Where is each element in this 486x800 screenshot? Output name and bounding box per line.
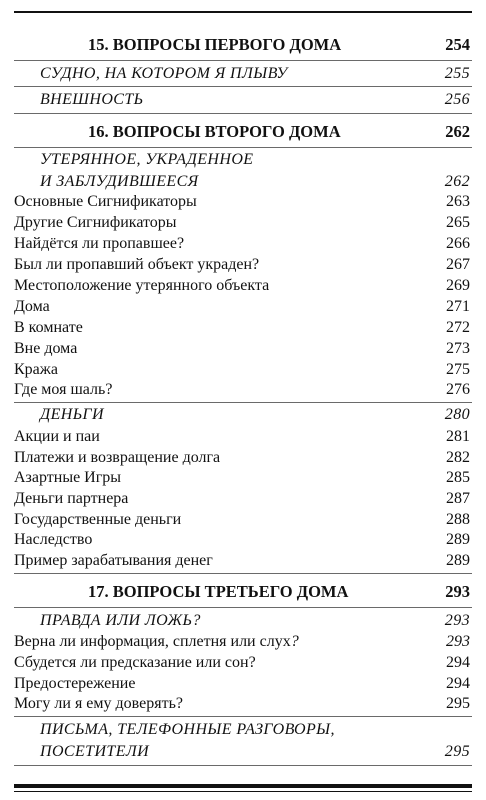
page-number: 271 xyxy=(446,298,470,315)
item-title: Где моя шаль? xyxy=(14,381,113,398)
separator xyxy=(14,573,472,574)
separator xyxy=(14,765,472,766)
item-title: Деньги партнера xyxy=(14,490,129,507)
item-title: Акции и паи xyxy=(14,428,100,445)
item-title: Основные Сигнификаторы xyxy=(14,193,197,210)
page-number: 294 xyxy=(446,654,470,671)
separator xyxy=(14,147,472,148)
page-number: 254 xyxy=(445,35,470,54)
page-number: 289 xyxy=(446,531,470,548)
separator xyxy=(14,607,472,608)
section-title-line2: И ЗАБЛУДИВШЕЕСЯ xyxy=(40,173,199,190)
page-number: 293 xyxy=(444,612,470,629)
separator xyxy=(14,86,472,87)
item-title: Вне дома xyxy=(14,340,78,357)
page-number: 276 xyxy=(446,381,470,398)
item-title: Пример зарабатывания денег xyxy=(14,552,213,569)
section-title-line1: УТЕРЯННОЕ, УКРАДЕННОЕ xyxy=(40,151,254,168)
page-number: 285 xyxy=(446,469,470,486)
page-number: 295 xyxy=(444,743,470,760)
item-title xyxy=(14,632,299,652)
item-title: Государственные деньги xyxy=(14,511,182,528)
page-number: 281 xyxy=(446,428,470,445)
page-number: 275 xyxy=(446,361,470,378)
page-number: 289 xyxy=(446,552,470,569)
question-mark: ? xyxy=(290,633,299,650)
item-title: Сбудется ли предсказание или сон? xyxy=(14,654,256,671)
page-number: 262 xyxy=(445,122,470,141)
item-title: Местоположение утерянного объекта xyxy=(14,277,270,294)
page-number: 255 xyxy=(444,65,470,82)
item-title: Предостережение xyxy=(14,675,136,692)
page-number: 265 xyxy=(446,214,470,231)
table-of-contents xyxy=(14,0,472,800)
section-title-line1: ПИСЬМА, ТЕЛЕФОННЫЕ РАЗГОВОРЫ, xyxy=(40,721,335,738)
item-title: В комнате xyxy=(14,319,83,336)
separator xyxy=(14,716,472,717)
page-number: 263 xyxy=(446,193,470,210)
page-number: 266 xyxy=(446,235,470,252)
item-title: Платежи и возвращение долга xyxy=(14,449,221,466)
section-title: СУДНО, НА КОТОРОМ Я ПЛЫВУ xyxy=(40,65,288,82)
separator xyxy=(14,60,472,61)
item-title: Наследство xyxy=(14,531,93,548)
bottom-rule-thin xyxy=(14,791,472,792)
section-title-line2: ПОСЕТИТЕЛИ xyxy=(40,743,150,760)
chapter-title: 16. ВОПРОСЫ ВТОРОГО ДОМА xyxy=(88,122,341,141)
page-number: 288 xyxy=(446,511,470,528)
page-number: 273 xyxy=(446,340,470,357)
item-title: Могу ли я ему доверять? xyxy=(14,695,183,712)
page-number: 280 xyxy=(444,406,470,423)
item-title: Дома xyxy=(14,298,50,315)
section-title: ДЕНЬГИ xyxy=(40,406,105,423)
separator xyxy=(14,402,472,403)
page-number: 269 xyxy=(446,277,470,294)
page-number: 272 xyxy=(446,319,470,336)
page-number: 262 xyxy=(444,173,470,190)
item-title: Был ли пропавший объект украден? xyxy=(14,256,260,273)
page-number: 282 xyxy=(446,449,470,466)
bottom-rule-thick xyxy=(14,784,472,788)
item-title: Другие Сигнификаторы xyxy=(14,214,177,231)
page-number: 293 xyxy=(446,633,470,650)
item-title: Азартные Игры xyxy=(14,469,122,486)
section-title: ВНЕШНОСТЬ xyxy=(40,91,144,108)
page-number: 295 xyxy=(446,695,470,712)
page-number: 293 xyxy=(445,582,470,601)
separator xyxy=(14,113,472,114)
page-number: 287 xyxy=(446,490,470,507)
page-number: 294 xyxy=(446,675,470,692)
chapter-title: 17. ВОПРОСЫ ТРЕТЬЕГО ДОМА xyxy=(88,582,349,601)
page-number: 256 xyxy=(444,91,470,108)
section-title: ПРАВДА ИЛИ ЛОЖЬ? xyxy=(40,612,201,629)
chapter-title: 15. ВОПРОСЫ ПЕРВОГО ДОМА xyxy=(88,35,342,54)
item-title: Кража xyxy=(14,361,58,378)
page-number: 267 xyxy=(446,256,470,273)
item-title-text: Верна ли информация, сплетня или слух xyxy=(14,633,291,650)
item-title: Найдётся ли пропавшее? xyxy=(14,235,185,252)
section-lost-entry[interactable] xyxy=(14,150,472,192)
section-letters-entry[interactable] xyxy=(14,720,472,764)
